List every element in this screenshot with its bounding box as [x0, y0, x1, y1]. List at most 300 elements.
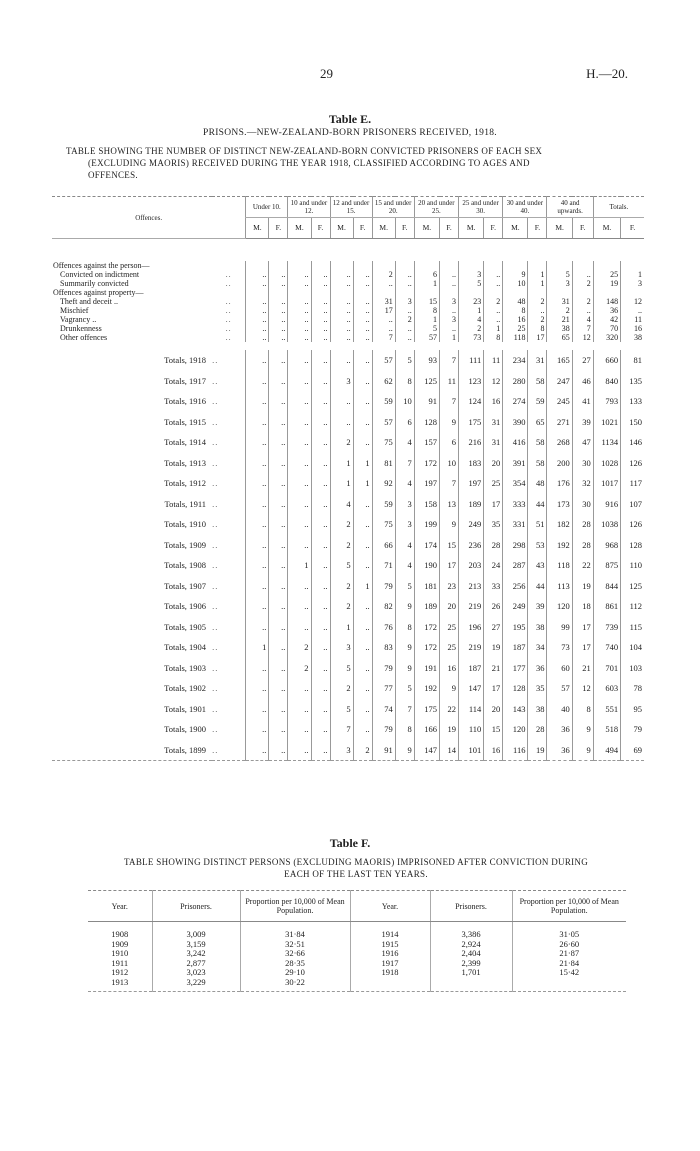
totals-value-cell: 1028 — [593, 453, 620, 474]
offence-value-cell: .. — [372, 324, 395, 333]
year-header: Year. — [350, 891, 430, 922]
offence-value-cell: .. — [353, 306, 372, 315]
offence-value-cell — [503, 288, 528, 297]
offence-value-cell: 16 — [503, 315, 528, 324]
table-f-row — [88, 978, 626, 992]
totals-value-cell: 128 — [621, 535, 644, 556]
totals-value-cell: 1 — [330, 617, 353, 638]
offence-value-cell: .. — [330, 315, 353, 324]
prisoners-cell: 2,404 — [430, 949, 512, 959]
totals-value-cell: .. — [353, 596, 372, 617]
totals-value-cell: 15 — [484, 719, 503, 740]
totals-value-cell: .. — [288, 617, 311, 638]
totals-value-cell: 1 — [330, 473, 353, 494]
totals-value-cell: 26 — [484, 596, 503, 617]
totals-value-cell: 660 — [593, 350, 620, 371]
totals-value-cell: 71 — [372, 555, 395, 576]
offence-leader-dots: .. — [225, 324, 232, 333]
totals-value-cell: 5 — [395, 350, 414, 371]
totals-value-cell: 65 — [528, 412, 547, 433]
totals-row — [52, 637, 644, 658]
page-number: 29 — [320, 66, 333, 81]
totals-value-cell: 40 — [547, 699, 572, 720]
totals-value-cell: 111 — [458, 350, 483, 371]
totals-value-cell: 66 — [372, 535, 395, 556]
totals-value-cell: .. — [311, 453, 330, 474]
totals-value-cell: 69 — [621, 740, 644, 761]
offence-value-cell: .. — [440, 306, 459, 315]
totals-value-cell: 57 — [372, 412, 395, 433]
totals-value-cell: 187 — [458, 658, 483, 679]
totals-leader-dots: .. — [212, 740, 246, 761]
totals-value-cell: 7 — [395, 453, 414, 474]
table-e-description — [66, 145, 646, 181]
totals-value-cell: 47 — [572, 432, 593, 453]
totals-value-cell: .. — [330, 412, 353, 433]
year-cell: 1908 — [111, 929, 129, 939]
totals-value-cell: .. — [353, 350, 372, 371]
totals-value-cell: .. — [246, 596, 269, 617]
totals-value-cell: 12 — [572, 678, 593, 699]
totals-value-cell: 75 — [372, 432, 395, 453]
totals-value-cell: .. — [353, 514, 372, 535]
totals-value-cell: .. — [269, 576, 288, 597]
totals-value-cell: .. — [311, 719, 330, 740]
totals-value-cell: .. — [269, 473, 288, 494]
offence-value-cell: .. — [246, 270, 269, 279]
totals-value-cell: 968 — [593, 535, 620, 556]
totals-header: Totals. — [593, 197, 644, 218]
male-header: M. — [330, 218, 353, 239]
offence-value-cell — [353, 288, 372, 297]
offence-value-cell — [311, 261, 330, 270]
totals-value-cell: .. — [269, 350, 288, 371]
totals-value-cell: .. — [311, 350, 330, 371]
totals-value-cell: 190 — [414, 555, 439, 576]
totals-value-cell: 117 — [621, 473, 644, 494]
offence-value-cell — [311, 288, 330, 297]
totals-value-cell: 740 — [593, 637, 620, 658]
offence-value-cell — [572, 288, 593, 297]
totals-value-cell: 150 — [621, 412, 644, 433]
totals-value-cell: .. — [288, 719, 311, 740]
totals-value-cell: 25 — [484, 473, 503, 494]
totals-leader-dots: .. — [212, 457, 219, 468]
proportion-cell — [512, 978, 626, 992]
totals-year-label: Totals, 1911 — [164, 498, 207, 509]
totals-leader-dots: .. — [212, 375, 219, 386]
offence-value-cell: .. — [269, 306, 288, 315]
totals-value-cell: 176 — [547, 473, 572, 494]
offence-value-cell: .. — [572, 270, 593, 279]
totals-value-cell: 844 — [593, 576, 620, 597]
male-header: M. — [372, 218, 395, 239]
totals-value-cell: 181 — [414, 576, 439, 597]
table-e-title: Table E. — [328, 112, 372, 126]
totals-value-cell: 57 — [372, 350, 395, 371]
offence-value-cell: .. — [372, 315, 395, 324]
totals-value-cell: 38 — [528, 699, 547, 720]
offence-value-cell: 1 — [440, 333, 459, 342]
offence-value-cell: 8 — [528, 324, 547, 333]
offence-row — [52, 306, 644, 315]
totals-value-cell: 124 — [458, 391, 483, 412]
totals-value-cell: 158 — [414, 494, 439, 515]
totals-value-cell: 3 — [395, 494, 414, 515]
offence-value-cell: .. — [372, 279, 395, 288]
offence-value-cell: 36 — [593, 306, 620, 315]
prisoners-cell: 3,242 — [152, 949, 240, 959]
totals-leader-dots: .. — [212, 560, 219, 570]
table-f-row — [88, 940, 626, 950]
totals-value-cell: 494 — [593, 740, 620, 761]
totals-value-cell: .. — [311, 576, 330, 597]
totals-value-cell: 51 — [528, 514, 547, 535]
totals-value-cell: 7 — [440, 473, 459, 494]
totals-value-cell: 2 — [330, 596, 353, 617]
totals-value-cell: 3 — [330, 740, 353, 761]
totals-value-cell: 256 — [503, 576, 528, 597]
offence-value-cell: 1 — [528, 270, 547, 279]
offence-value-cell — [372, 261, 395, 270]
offence-value-cell — [440, 288, 459, 297]
totals-value-cell: .. — [288, 678, 311, 699]
offence-value-cell — [572, 261, 593, 270]
totals-value-cell: 73 — [547, 637, 572, 658]
totals-value-cell: .. — [246, 453, 269, 474]
totals-value-cell: .. — [311, 637, 330, 658]
totals-leader-dots: .. — [212, 396, 219, 406]
male-header: M. — [593, 218, 620, 239]
prisoners-cell: 3,159 — [152, 940, 240, 950]
offence-value-cell: 1 — [414, 315, 439, 324]
totals-row — [52, 494, 644, 515]
totals-row — [52, 596, 644, 617]
totals-value-cell: 9 — [395, 740, 414, 761]
totals-value-cell: 8 — [395, 617, 414, 638]
totals-leader-dots: .. — [212, 498, 219, 509]
totals-value-cell: 157 — [414, 432, 439, 453]
offence-value-cell: .. — [288, 270, 311, 279]
totals-value-cell: 35 — [484, 514, 503, 535]
offence-value-cell: 118 — [503, 333, 528, 342]
offence-value-cell: 12 — [572, 333, 593, 342]
totals-value-cell: 9 — [440, 514, 459, 535]
totals-value-cell: .. — [311, 555, 330, 576]
totals-year-label: Totals, 1900 — [164, 724, 207, 734]
table-e-description-line: (EXCLUDING MAORIS) RECEIVED DURING THE YEAR 1918, CLASSIFIED ACCORDING TO AGES AND — [88, 158, 530, 168]
totals-value-cell: .. — [246, 391, 269, 412]
offence-value-cell: 15 — [414, 297, 439, 306]
totals-value-cell: 15 — [440, 535, 459, 556]
totals-value-cell: .. — [269, 453, 288, 474]
totals-value-cell: 840 — [593, 371, 620, 392]
totals-value-cell: 219 — [458, 596, 483, 617]
age-group-header: 30 and under 40. — [503, 197, 547, 218]
totals-value-cell: 107 — [621, 494, 644, 515]
proportion-cell: 21·84 — [512, 959, 626, 969]
page-header — [0, 66, 700, 86]
totals-value-cell: 46 — [572, 371, 593, 392]
totals-year-label: Totals, 1899 — [52, 740, 212, 761]
totals-year-label: Totals, 1901 — [164, 703, 207, 714]
totals-value-cell: .. — [246, 740, 269, 761]
totals-value-cell: 274 — [503, 391, 528, 412]
totals-value-cell: .. — [311, 412, 330, 433]
year-cell: 1909 — [111, 938, 129, 949]
totals-value-cell: 5 — [395, 576, 414, 597]
totals-year-label: Totals, 1912 — [164, 478, 207, 488]
totals-value-cell: 199 — [414, 514, 439, 535]
offence-value-cell: 38 — [547, 324, 572, 333]
offence-value-cell: 3 — [547, 279, 572, 288]
totals-value-cell: .. — [269, 535, 288, 556]
totals-value-cell: 17 — [440, 555, 459, 576]
totals-value-cell: .. — [288, 350, 311, 371]
totals-value-cell: 4 — [395, 535, 414, 556]
offence-value-cell: .. — [572, 306, 593, 315]
offence-leader-dots: .. — [225, 297, 232, 306]
offence-value-cell: .. — [528, 306, 547, 315]
totals-value-cell: .. — [353, 412, 372, 433]
totals-value-cell: .. — [246, 432, 269, 453]
totals-value-cell: 331 — [503, 514, 528, 535]
totals-value-cell: 104 — [621, 637, 644, 658]
totals-value-cell: 27 — [572, 350, 593, 371]
totals-value-cell: 25 — [440, 637, 459, 658]
totals-value-cell: 391 — [503, 453, 528, 474]
totals-value-cell: 114 — [458, 699, 483, 720]
totals-value-cell: .. — [311, 535, 330, 556]
offence-value-cell: 11 — [621, 315, 644, 324]
totals-value-cell: 31 — [484, 412, 503, 433]
totals-value-cell: 1 — [288, 555, 311, 576]
prisoners-cell: 3,023 — [152, 968, 240, 978]
offence-value-cell — [414, 288, 439, 297]
totals-value-cell: 219 — [458, 637, 483, 658]
document-reference: H.—20. — [586, 66, 628, 81]
totals-value-cell: 165 — [547, 350, 572, 371]
female-header: F. — [311, 218, 330, 239]
totals-value-cell: 48 — [528, 473, 547, 494]
totals-leader-dots: .. — [212, 539, 219, 550]
totals-value-cell: 59 — [372, 494, 395, 515]
totals-value-cell: 7 — [440, 350, 459, 371]
totals-value-cell: 28 — [572, 535, 593, 556]
offence-value-cell: .. — [330, 324, 353, 333]
male-header: M. — [288, 218, 311, 239]
offence-value-cell: 2 — [572, 279, 593, 288]
totals-leader-dots: .. — [212, 683, 219, 693]
totals-value-cell: .. — [246, 535, 269, 556]
offence-value-cell: 3 — [621, 279, 644, 288]
totals-value-cell: 11 — [440, 371, 459, 392]
offence-value-cell: .. — [246, 333, 269, 342]
totals-row — [52, 719, 644, 740]
totals-value-cell: 1 — [353, 453, 372, 474]
totals-row — [52, 617, 644, 638]
age-group-header: Under 10. — [246, 197, 288, 218]
offence-value-cell — [593, 288, 620, 297]
totals-value-cell: 91 — [372, 740, 395, 761]
totals-value-cell: .. — [311, 658, 330, 679]
totals-value-cell: 79 — [621, 719, 644, 740]
offence-leader-dots: .. — [225, 270, 232, 279]
offence-value-cell: 2 — [458, 324, 483, 333]
offence-value-cell: 2 — [547, 306, 572, 315]
totals-value-cell: 603 — [593, 678, 620, 699]
totals-value-cell: 6 — [440, 432, 459, 453]
offence-value-cell: .. — [330, 270, 353, 279]
offence-leader-dots — [212, 288, 246, 297]
offence-value-cell: 16 — [621, 324, 644, 333]
offence-value-cell: .. — [484, 315, 503, 324]
proportion-cell: 30·22 — [240, 978, 350, 992]
table-f-description-line: EACH OF THE LAST TEN YEARS. — [284, 869, 428, 879]
offence-value-cell: .. — [269, 279, 288, 288]
offence-value-cell: 2 — [484, 297, 503, 306]
totals-value-cell: 9 — [440, 412, 459, 433]
totals-value-cell: 22 — [572, 555, 593, 576]
totals-value-cell: 75 — [372, 514, 395, 535]
offence-value-cell: 10 — [503, 279, 528, 288]
table-e-body — [52, 239, 644, 761]
totals-value-cell: 175 — [458, 412, 483, 433]
totals-value-cell: 79 — [372, 719, 395, 740]
totals-value-cell: 79 — [372, 658, 395, 679]
offence-value-cell: 320 — [593, 333, 620, 342]
totals-row — [52, 740, 644, 761]
totals-value-cell: 197 — [458, 473, 483, 494]
totals-value-cell: 875 — [593, 555, 620, 576]
totals-value-cell: .. — [353, 535, 372, 556]
prisoners-cell: 2,877 — [152, 959, 240, 969]
totals-leader-dots: .. — [212, 703, 219, 714]
offence-label: Convicted on indictment — [60, 270, 140, 279]
offence-value-cell — [484, 288, 503, 297]
totals-value-cell: 17 — [572, 617, 593, 638]
totals-value-cell: .. — [269, 719, 288, 740]
totals-value-cell: 59 — [372, 391, 395, 412]
offence-value-cell: 5 — [547, 270, 572, 279]
totals-value-cell: 1038 — [593, 514, 620, 535]
offence-value-cell: 31 — [372, 297, 395, 306]
proportion-cell: 31·84 — [240, 922, 350, 940]
year-cell: 1910 — [111, 948, 129, 958]
offence-label: Summarily convicted — [60, 279, 129, 288]
totals-value-cell: 101 — [458, 740, 483, 761]
offence-label: Theft and deceit .. — [60, 297, 118, 306]
totals-year-label: Totals, 1909 — [164, 539, 207, 550]
offence-value-cell — [269, 288, 288, 297]
offence-row — [52, 270, 644, 279]
totals-value-cell: 861 — [593, 596, 620, 617]
age-group-header: 12 and under 15. — [330, 197, 372, 218]
totals-value-cell: 99 — [547, 617, 572, 638]
totals-value-cell: .. — [246, 350, 269, 371]
totals-value-cell: 192 — [414, 678, 439, 699]
totals-value-cell: 739 — [593, 617, 620, 638]
totals-value-cell: 92 — [372, 473, 395, 494]
offence-leader-dots: .. — [225, 279, 232, 288]
female-header: F. — [484, 218, 503, 239]
totals-value-cell: .. — [269, 617, 288, 638]
totals-value-cell: 354 — [503, 473, 528, 494]
totals-row — [52, 576, 644, 597]
totals-value-cell: 249 — [503, 596, 528, 617]
totals-value-cell: 115 — [621, 617, 644, 638]
offence-value-cell — [547, 261, 572, 270]
prisoners-cell: 1,701 — [430, 968, 512, 978]
offence-value-cell: 3 — [440, 297, 459, 306]
totals-value-cell: 701 — [593, 658, 620, 679]
offence-value-cell — [458, 261, 483, 270]
totals-leader-dots: .. — [212, 601, 219, 611]
offence-value-cell: 57 — [414, 333, 439, 342]
offence-value-cell: .. — [395, 279, 414, 288]
prisoners-cell: 3,229 — [152, 978, 240, 992]
totals-value-cell: 133 — [621, 391, 644, 412]
table-f-description — [76, 856, 636, 880]
totals-value-cell: 4 — [395, 432, 414, 453]
spacer-row — [52, 239, 644, 262]
totals-value-cell: .. — [246, 719, 269, 740]
offence-value-cell: .. — [484, 279, 503, 288]
prisoners-cell — [430, 978, 512, 992]
totals-value-cell: 236 — [458, 535, 483, 556]
totals-value-cell: .. — [246, 473, 269, 494]
totals-value-cell: 28 — [528, 719, 547, 740]
totals-value-cell: .. — [246, 658, 269, 679]
totals-value-cell: 36 — [547, 740, 572, 761]
offence-row — [52, 324, 644, 333]
totals-value-cell: 13 — [440, 494, 459, 515]
totals-row — [52, 699, 644, 720]
offence-value-cell: 3 — [395, 297, 414, 306]
totals-value-cell: 2 — [330, 514, 353, 535]
totals-value-cell: .. — [288, 576, 311, 597]
offence-value-cell: 17 — [528, 333, 547, 342]
totals-leader-dots: .. — [212, 662, 219, 673]
offence-row — [52, 333, 644, 342]
offence-value-cell: 48 — [503, 297, 528, 306]
totals-value-cell: 120 — [503, 719, 528, 740]
totals-value-cell: 189 — [414, 596, 439, 617]
totals-leader-dots: .. — [212, 478, 219, 488]
totals-value-cell: 11 — [484, 350, 503, 371]
prisoners-cell: 2,924 — [430, 940, 512, 950]
totals-value-cell: 31 — [528, 350, 547, 371]
totals-value-cell: 172 — [414, 637, 439, 658]
table-f-body — [88, 922, 626, 992]
totals-value-cell: 7 — [440, 391, 459, 412]
offence-value-cell: .. — [269, 270, 288, 279]
totals-value-cell: .. — [311, 740, 330, 761]
table-f-row — [88, 959, 626, 969]
offence-row — [52, 261, 644, 270]
totals-year-label: Totals, 1915 — [164, 416, 207, 427]
totals-value-cell: 1 — [246, 637, 269, 658]
offence-value-cell: .. — [395, 270, 414, 279]
male-header: M. — [547, 218, 572, 239]
totals-leader-dots: .. — [212, 437, 219, 447]
offence-value-cell: .. — [311, 306, 330, 315]
totals-value-cell: 125 — [621, 576, 644, 597]
totals-value-cell: 793 — [593, 391, 620, 412]
totals-value-cell: .. — [311, 514, 330, 535]
offence-value-cell: 12 — [621, 297, 644, 306]
totals-value-cell: .. — [311, 596, 330, 617]
